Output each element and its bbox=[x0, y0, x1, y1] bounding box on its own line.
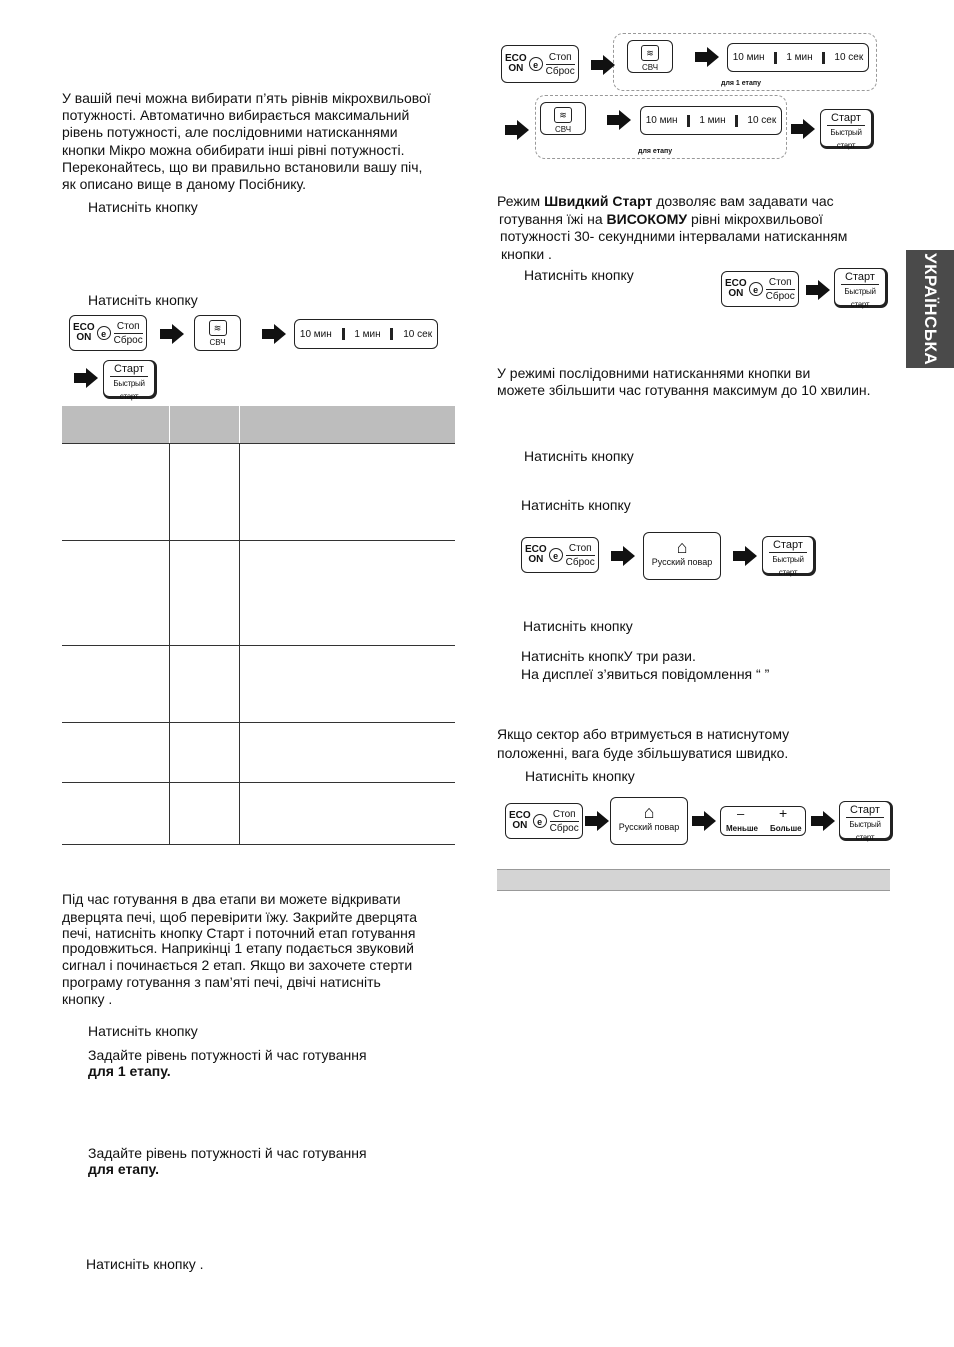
quick-line bbox=[497, 193, 834, 210]
step-text: Натисніть кнопку . bbox=[86, 1256, 204, 1272]
one-min-button[interactable]: 1 мин bbox=[786, 52, 813, 63]
ten-sec-button[interactable]: 10 сек bbox=[403, 328, 433, 340]
reset-label: Сброс bbox=[545, 65, 575, 77]
table-header-bar bbox=[497, 869, 890, 891]
stop-label: Стоп bbox=[566, 542, 595, 556]
russian-cook-button[interactable] bbox=[610, 797, 688, 845]
eco-icon: e bbox=[749, 282, 763, 296]
more-label: Больше bbox=[770, 824, 802, 833]
one-min-button[interactable]: 1 мин bbox=[699, 115, 726, 126]
ten-sec-button[interactable]: 10 сек bbox=[834, 52, 864, 63]
on-label: ON bbox=[508, 63, 524, 74]
reset-label: Сброс bbox=[549, 822, 579, 834]
stage1-label: для 1 етапу bbox=[721, 80, 762, 87]
eco-stop-button[interactable] bbox=[721, 271, 799, 307]
eco-icon: e bbox=[549, 548, 563, 562]
arrow-right-icon bbox=[811, 811, 835, 831]
twostage-line: кнопку . bbox=[62, 991, 113, 1007]
on-label: ON bbox=[512, 820, 528, 831]
stop-label: Стоп bbox=[550, 808, 579, 822]
step-text: Задайте рівень потужності й час готування bbox=[88, 1145, 367, 1161]
intro-line: кнопки Мікро можна обибирати інші рівні потужності. bbox=[62, 142, 405, 158]
reset-label: Сброс bbox=[113, 334, 143, 346]
rus-cook-label: Русский повар bbox=[651, 557, 713, 567]
quick-start-term: Швидкий Старт bbox=[544, 193, 653, 209]
arrow-right-icon bbox=[607, 110, 631, 130]
eco-stop-button[interactable] bbox=[505, 803, 583, 839]
step-text: Натисніть кнопкУ три рази. bbox=[521, 648, 696, 664]
reset-label: Сброс bbox=[765, 290, 795, 302]
quick-start-label: Быстрый старт bbox=[844, 287, 876, 309]
svch-label: СВЧ bbox=[641, 63, 659, 72]
less-label: Меньше bbox=[726, 824, 758, 833]
eco-icon: e bbox=[97, 326, 111, 340]
microwave-icon: ≋ bbox=[554, 107, 572, 123]
mode-line: можете збільшити час готування максимум до 10 хвилин. bbox=[497, 382, 871, 398]
high-term: ВИСОКОМУ bbox=[606, 211, 688, 227]
ten-min-button[interactable]: 10 мин bbox=[299, 328, 332, 340]
step-text: Задайте рівень потужності й час готування bbox=[88, 1047, 367, 1063]
start-button[interactable] bbox=[103, 360, 155, 401]
arrow-right-icon bbox=[695, 47, 719, 67]
svch-button[interactable] bbox=[540, 102, 586, 135]
step-text: Натисніть кнопку bbox=[523, 618, 633, 634]
time-buttons[interactable] bbox=[727, 43, 869, 72]
on-label: ON bbox=[528, 554, 544, 565]
arrow-right-icon bbox=[585, 811, 609, 831]
stage2-label: для етапу bbox=[638, 148, 673, 155]
twostage-line: програму готування з пам’яті печі, двічі натисніть bbox=[62, 974, 381, 990]
arrow-right-icon bbox=[692, 811, 716, 831]
quick-start-label: Быстрый старт bbox=[772, 555, 804, 577]
start-label: Старт bbox=[827, 112, 865, 126]
intro-line: Переконайтесь, що ви правильно встановили вашу піч, bbox=[62, 159, 423, 175]
quick-start-label: Быстрый старт bbox=[830, 128, 862, 150]
on-label: ON bbox=[728, 288, 744, 299]
intro-line: рівень потужності, але послідовними натисканнями bbox=[62, 124, 398, 140]
russian-cook-button[interactable] bbox=[643, 532, 721, 580]
eco-label: ECO bbox=[505, 53, 527, 64]
ten-sec-button[interactable]: 10 сек bbox=[747, 115, 777, 126]
step-text: для 1 етапу. bbox=[88, 1063, 171, 1079]
text: дозволяє вам задавати час bbox=[652, 193, 834, 209]
eco-label: ECO bbox=[525, 544, 547, 555]
hold-line: положенні, вага буде збільшуватися швидко. bbox=[497, 745, 789, 761]
eco-icon: e bbox=[533, 814, 547, 828]
minus-icon: – bbox=[737, 806, 745, 821]
arrow-right-icon bbox=[505, 120, 529, 140]
quick-line: потужності 30- секундними інтервалами натисканням bbox=[500, 228, 848, 244]
intro-line: У вашій печі можна вибирати п’ять рівнів мікрохвильової bbox=[62, 90, 431, 106]
language-tab: УКРАЇНСЬКА bbox=[906, 250, 954, 368]
stop-label: Стоп bbox=[546, 51, 575, 65]
eco-stop-button[interactable] bbox=[521, 537, 599, 573]
plus-icon: + bbox=[779, 805, 788, 821]
step-text: Натисніть кнопку bbox=[524, 267, 634, 283]
quick-line: кнопки . bbox=[501, 246, 552, 262]
eco-label: ECO bbox=[725, 278, 747, 289]
rus-cook-label: Русский повар bbox=[618, 822, 680, 832]
arrow-right-icon bbox=[733, 546, 757, 566]
svch-label: СВЧ bbox=[554, 125, 572, 134]
step-text: для етапу. bbox=[88, 1161, 159, 1177]
start-button[interactable] bbox=[820, 109, 872, 150]
stop-label: Стоп bbox=[766, 276, 795, 290]
start-label: Старт bbox=[110, 363, 148, 377]
hold-line: Якщо сектор або втримується в натиснутому bbox=[497, 726, 790, 742]
quick-line bbox=[499, 211, 823, 228]
step-text: Натисніть кнопку bbox=[524, 448, 634, 464]
step-text: На дисплеї з’явиться повідомлення “ ” bbox=[521, 666, 770, 682]
reset-label: Сброс bbox=[565, 556, 595, 568]
eco-stop-button[interactable] bbox=[501, 45, 579, 83]
svch-label: СВЧ bbox=[209, 338, 226, 347]
twostage-line: сигнал і починається 2 етап. Якщо ви захочете стерти bbox=[62, 957, 413, 973]
eco-stop-button[interactable] bbox=[69, 315, 147, 351]
arrow-right-icon bbox=[262, 324, 286, 344]
start-button[interactable] bbox=[834, 268, 886, 309]
quick-start-label: Быстрый старт bbox=[849, 820, 881, 842]
weight-adjust-button[interactable] bbox=[720, 806, 806, 836]
svch-button[interactable] bbox=[627, 40, 673, 73]
step-text: Натисніть кнопку bbox=[88, 199, 198, 215]
one-min-button[interactable]: 1 мин bbox=[354, 328, 381, 340]
svch-button[interactable] bbox=[194, 315, 241, 351]
eco-label: ECO bbox=[509, 810, 531, 821]
intro-line: як описано вище в даному Посібнику. bbox=[62, 176, 307, 192]
arrow-right-icon bbox=[160, 324, 184, 344]
intro-line: потужності. Автоматично вибирається максимальний bbox=[62, 107, 410, 123]
ten-min-button[interactable]: 10 мин bbox=[732, 52, 765, 63]
start-button[interactable] bbox=[762, 536, 814, 577]
power-level-table bbox=[62, 406, 455, 845]
microwave-icon: ≋ bbox=[209, 320, 227, 336]
start-button[interactable] bbox=[839, 801, 891, 842]
ten-min-button[interactable]: 10 мин bbox=[645, 115, 678, 126]
time-buttons[interactable] bbox=[640, 106, 782, 135]
step-text: Натисніть кнопку bbox=[88, 292, 198, 308]
house-chef-icon: ⌂ bbox=[643, 802, 655, 822]
twostage-line: продовжиться. Наприкінці 1 етапу подається звуковий bbox=[62, 940, 414, 956]
quick-start-label: Быстрый старт bbox=[113, 379, 145, 401]
start-label: Старт bbox=[841, 271, 879, 285]
time-buttons[interactable] bbox=[294, 319, 438, 349]
arrow-right-icon bbox=[591, 55, 615, 75]
text: Режим bbox=[497, 193, 545, 209]
text: рівні мікрохвильової bbox=[687, 211, 823, 227]
twostage-line: дверцята печі, щоб перевірити їжу. Закрийте дверцята bbox=[62, 909, 418, 925]
arrow-right-icon bbox=[611, 546, 635, 566]
arrow-right-icon bbox=[74, 368, 98, 388]
mode-line: У режимі послідовними натисканнями кнопки ви bbox=[497, 365, 811, 381]
arrow-right-icon bbox=[806, 280, 830, 300]
start-label: Старт bbox=[769, 539, 807, 553]
on-label: ON bbox=[76, 332, 92, 343]
start-label: Старт bbox=[846, 804, 884, 818]
eco-icon: e bbox=[529, 57, 543, 71]
step-text: Натисніть кнопку bbox=[521, 497, 631, 513]
step-text: Натисніть кнопку bbox=[88, 1023, 198, 1039]
twostage-line: печі, натисніть кнопку Старт і поточний етап готування bbox=[62, 925, 416, 941]
arrow-right-icon bbox=[791, 119, 815, 139]
text: готування їжі на bbox=[499, 211, 607, 227]
stop-label: Стоп bbox=[114, 320, 143, 334]
eco-label: ECO bbox=[73, 322, 95, 333]
house-chef-icon: ⌂ bbox=[676, 537, 688, 557]
twostage-line: Під час готування в два етапи ви можете відкривати bbox=[62, 891, 401, 907]
microwave-icon: ≋ bbox=[641, 45, 659, 61]
step-text: Натисніть кнопку bbox=[525, 768, 635, 784]
